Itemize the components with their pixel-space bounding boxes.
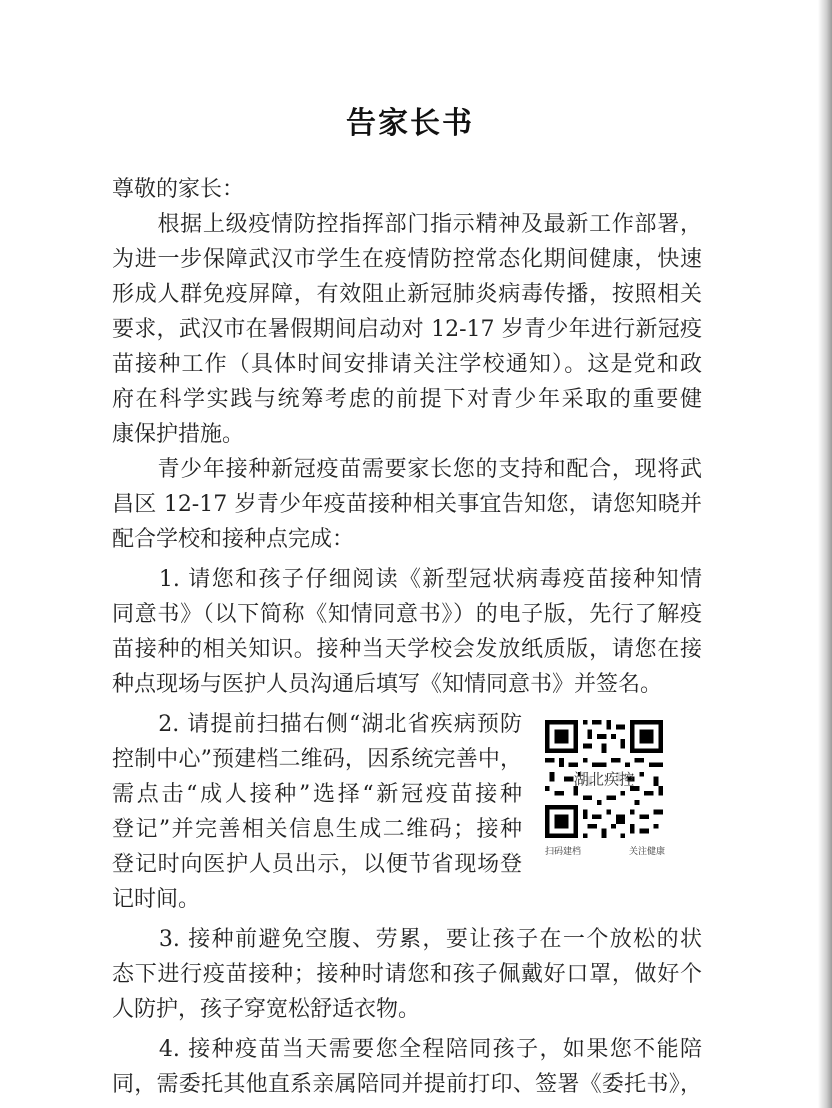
paragraph-line: 苗接种工作（具体时间安排请关注学校通知）。这是党和政 <box>112 352 702 377</box>
item-2-line: 控制中心”预建档二维码，因系统完善中， <box>112 747 522 772</box>
item-3-line: 3. 接种前避免空腹、劳累，要让孩子在一个放松的状 <box>112 927 702 952</box>
item-1-line: 1. 请您和孩子仔细阅读《新型冠状病毒疫苗接种知情 <box>112 567 702 592</box>
qr-code-block <box>545 720 665 857</box>
qr-overlay-text: 湖北疾控 <box>573 770 635 789</box>
salutation: 尊敬的家长： <box>112 177 245 202</box>
item-4-line: 4. 接种疫苗当天需要您全程陪同孩子，如果您不能陪 <box>112 1037 702 1062</box>
qr-caption <box>545 844 665 857</box>
item-2-line: 登记”并完善相关信息生成二维码；接种 <box>112 817 522 842</box>
item-1-line: 同意书》（以下简称《知情同意书》）的电子版，先行了解疫 <box>112 602 702 627</box>
item-4-line: 同，需委托其他直系亲属陪同并提前打印、签署《委托书》， <box>112 1072 702 1097</box>
paragraph-line: 昌区 12-17 岁青少年疫苗接种相关事宜告知您，请您知晓并 <box>112 492 702 517</box>
item-3-line: 态下进行疫苗接种；接种时请您和孩子佩戴好口罩，做好个 <box>112 962 702 987</box>
paragraph-line: 根据上级疫情防控指挥部门指示精神及最新工作部署， <box>112 212 702 237</box>
paragraph-line: 青少年接种新冠疫苗需要家长您的支持和配合，现将武 <box>112 457 702 482</box>
item-1-line: 苗接种的相关知识。接种当天学校会发放纸质版，请您在接 <box>112 637 702 662</box>
paragraph-line: 府在科学实践与统筹考虑的前提下对青少年采取的重要健 <box>112 387 702 412</box>
page-edge-shadow <box>818 0 832 1108</box>
item-2-line: 登记时向医护人员出示，以便节省现场登 <box>112 852 522 877</box>
item-3-line: 人防护，孩子穿宽松舒适衣物。 <box>112 997 421 1022</box>
qr-code-icon <box>545 720 663 838</box>
item-2-line: 2. 请提前扫描右侧“湖北省疾病预防 <box>112 712 522 737</box>
item-1-line: 种点现场与医护人员沟通后填写《知情同意书》并签名。 <box>112 672 663 697</box>
paragraph-line: 形成人群免疫屏障，有效阻止新冠肺炎病毒传播，按照相关 <box>112 282 702 307</box>
item-2-line: 需点击“成人接种”选择“新冠疫苗接种 <box>112 782 522 807</box>
qr-caption-right: 关注健康 <box>628 847 665 857</box>
page-title: 告家长书 <box>346 106 474 141</box>
paragraph-line: 要求，武汉市在暑假期间启动对 12-17 岁青少年进行新冠疫 <box>112 317 702 342</box>
paragraph-line: 康保护措施。 <box>112 422 245 447</box>
item-2-line: 记时间。 <box>112 887 201 912</box>
qr-caption-left: 扫码建档 <box>545 847 582 857</box>
paragraph-line: 为进一步保障武汉市学生在疫情防控常态化期间健康，快速 <box>112 247 702 272</box>
paragraph-line: 配合学校和接种点完成： <box>112 527 355 552</box>
